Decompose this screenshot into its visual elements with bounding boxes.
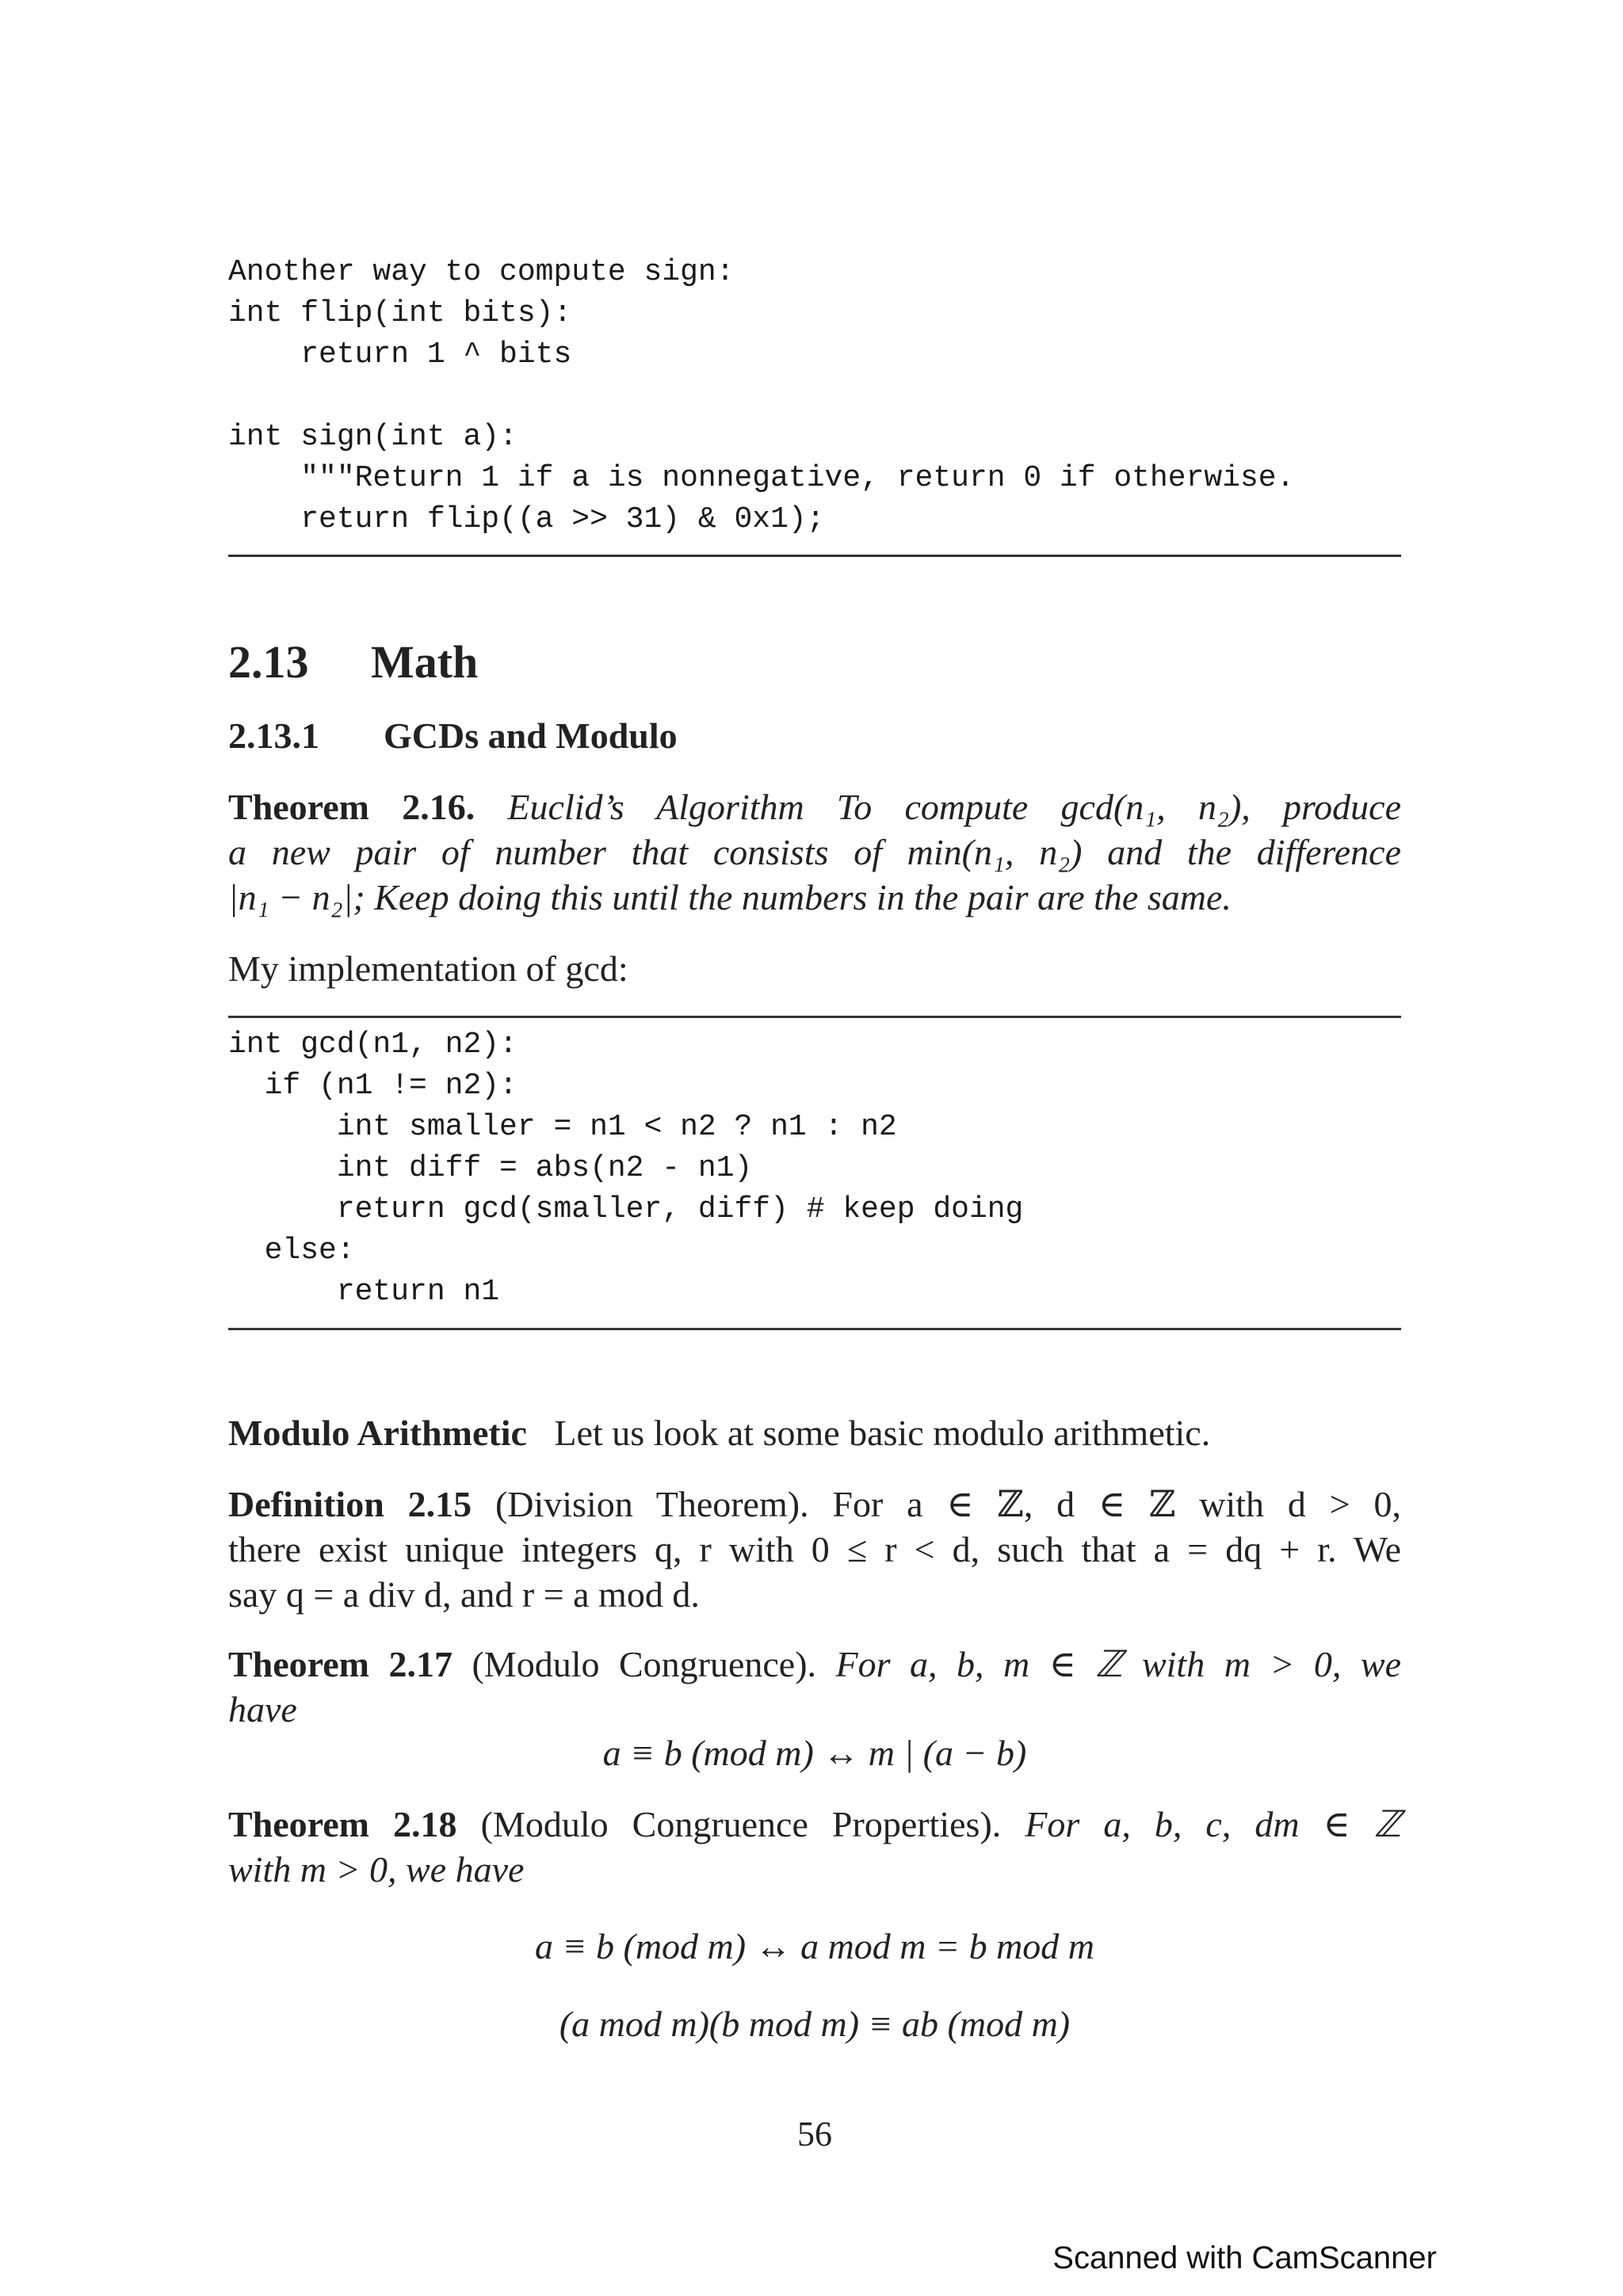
modulo-paragraph: [228, 1410, 1401, 1455]
code-line: int diff = abs(n2 - n1): [228, 1151, 753, 1185]
section-number: 2.13: [228, 636, 309, 688]
theorem-label: Theorem 2.18: [228, 1804, 457, 1844]
equation: a ≡ b (mod m) ↔ m | (a − b): [602, 1733, 1027, 1773]
code-line: if (n1 != n2):: [228, 1069, 517, 1103]
theorem-text: For a, b, c, dm ∈ ℤ: [1025, 1804, 1401, 1844]
page-number: 56: [797, 2115, 832, 2153]
code-block-top-rule: [228, 1016, 1401, 1018]
scanner-watermark: Scanned with CamScanner: [1052, 2241, 1437, 2275]
code-block-bottom-rule: [228, 1328, 1401, 1330]
code-line: return flip((a >> 31) & 0x1);: [228, 502, 825, 536]
theorem-label: Theorem 2.17: [228, 1644, 453, 1684]
code-line: return n1: [228, 1275, 500, 1309]
theorem-text: For a, b, m ∈ ℤ with m > 0, we: [835, 1644, 1401, 1684]
code-line: int gcd(n1, n2):: [228, 1028, 517, 1062]
theorem-text: a new pair of number that consists of min(n₁, n₂) and the difference: [228, 832, 1401, 872]
theorem-text: have: [228, 1689, 297, 1730]
theorem-text: |n₁ − n₂|; Keep doing this until the numbers in the pair are the same.: [228, 877, 1232, 917]
equation: (a mod m)(b mod m) ≡ ab (mod m): [559, 2004, 1071, 2044]
section-title: Math: [371, 636, 479, 688]
code-line: return 1 ^ bits: [228, 338, 572, 372]
code-line: else:: [228, 1234, 355, 1268]
theorem-title: (Modulo Congruence Properties).: [480, 1804, 1002, 1844]
code-line: int flip(int bits):: [228, 296, 572, 330]
code-line: int sign(int a):: [228, 420, 517, 454]
implementation-intro: My implementation of gcd:: [228, 948, 628, 989]
theorem-2-17: [228, 1642, 1401, 1732]
modulo-text: Let us look at some basic modulo arithmetic.: [554, 1413, 1211, 1453]
definition-title: (Division Theorem).: [495, 1484, 809, 1524]
code-block-rule: [228, 555, 1401, 557]
code-line: """Return 1 if a is nonnegative, return 0 if otherwise.: [228, 461, 1295, 495]
code-line: Another way to compute sign:: [228, 255, 735, 289]
equation: a ≡ b (mod m) ↔ a mod m = b mod m: [534, 1926, 1095, 1966]
modulo-heading: Modulo Arithmetic: [228, 1413, 527, 1453]
subsection-title: GCDs and Modulo: [384, 715, 678, 756]
code-line: return gcd(smaller, diff) # keep doing: [228, 1192, 1024, 1226]
theorem-title: (Modulo Congruence).: [472, 1644, 817, 1684]
theorem-label: Theorem 2.16.: [228, 787, 475, 827]
theorem-2-16: [228, 784, 1401, 920]
theorem-2-18: [228, 1802, 1401, 1892]
definition-text: there exist unique integers q, r with 0 ≤ r < d, such that a = dq + r. We: [228, 1529, 1401, 1569]
definition-label: Definition 2.15: [228, 1484, 472, 1524]
definition-text: say q = a div d, and r = a mod d.: [228, 1574, 700, 1615]
subsection-number: 2.13.1: [228, 715, 319, 756]
theorem-text: Euclid’s Algorithm To compute gcd(n₁, n₂), produce: [507, 787, 1401, 827]
definition-2-15: [228, 1482, 1401, 1617]
definition-text: For a ∈ ℤ, d ∈ ℤ with d > 0,: [832, 1484, 1401, 1524]
theorem-text: with m > 0, we have: [228, 1849, 525, 1890]
code-line: int smaller = n1 < n2 ? n1 : n2: [228, 1110, 897, 1144]
